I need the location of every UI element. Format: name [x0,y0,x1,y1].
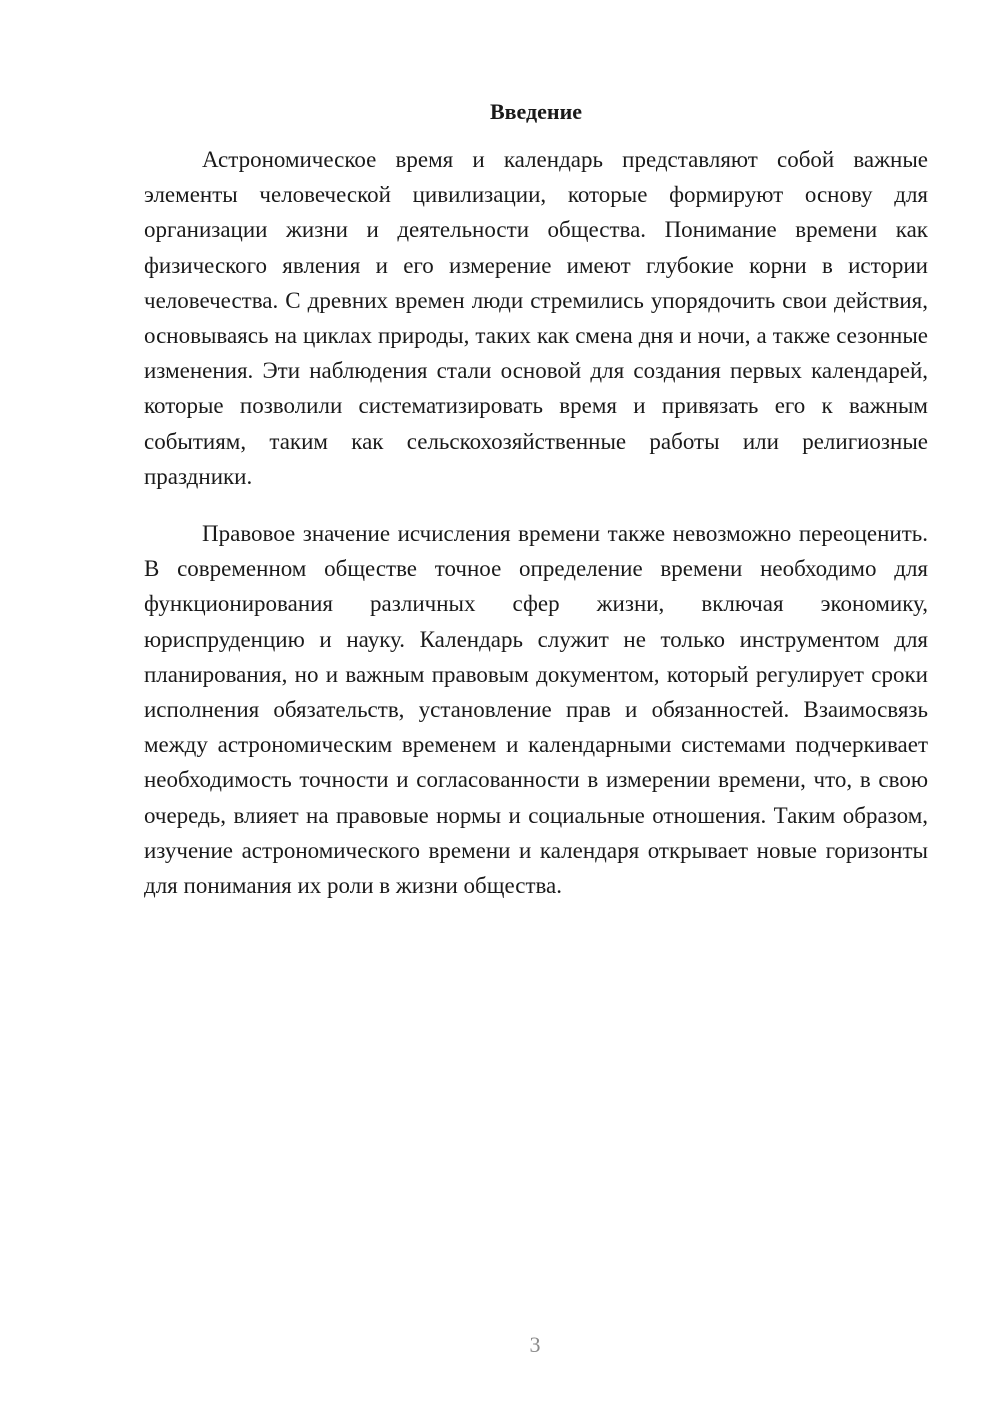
section-heading: Введение [489,99,583,124]
page-number: 3 [529,1332,541,1357]
paragraph-1: Астрономическое время и календарь представляют собой важные элементы человеческой цивилизации, которые формируют основу для организации жизни и деятельности общества. Понимание времени как физического явления и его измерение имеют глубокие корни в истории человечества. С древних времен люди стремились упорядочить свои действия, основываясь на циклах природы, таких как смена дня и ночи, а также сезонные изменения. Эти наблюдения стали основой для создания первых календарей, которые позволили систематизировать время и привязать его к важным событиям, таким как сельскохозяйственные работы или религиозные праздники. [144,147,928,489]
page-content [144,95,928,903]
paragraph-2: Правовое значение исчисления времени также невозможно переоценить. В современном обществе точное определение времени необходимо для функционирования различных сфер жизни, включая экономику, юриспруденцию и науку. Календарь служит не только инструментом для планирования, но и важным правовым документом, который регулирует сроки исполнения обязательств, установление прав и обязанностей. Взаимосвязь между астрономическим временем и календарными системами подчеркивает необходимость точности и согласованности в измерении времени, что, в свою очередь, влияет на правовые нормы и социальные отношения. Таким образом, изучение астрономического времени и календаря открывает новые горизонты для понимания их роли в жизни общества. [144,521,928,899]
